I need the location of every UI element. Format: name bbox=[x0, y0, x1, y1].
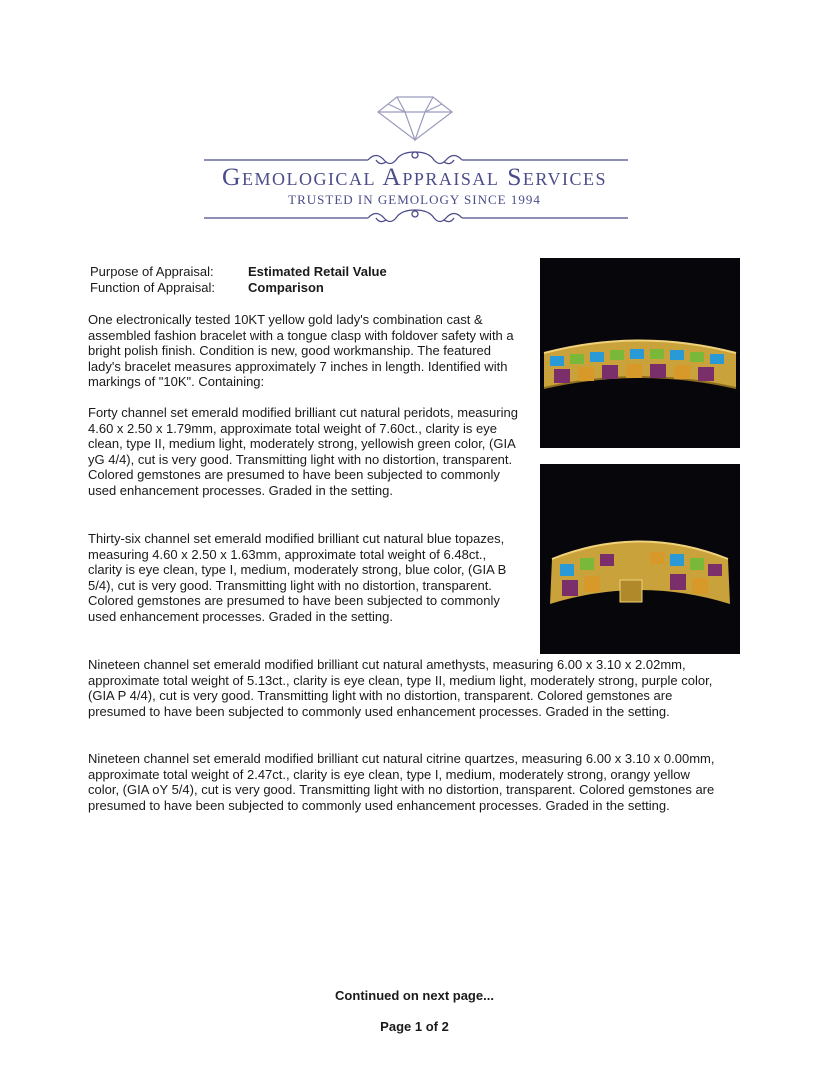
citrine-description: Nineteen channel set emerald modified brilliant cut natural citrine quartzes, measuring 6.00 x 3.10 x 0.00mm, approximate total weight of 2.47ct., clarity is eye clean, type I, medium, moderately strong, orangy yellow color, (GIA oY 5/4), cut is very good. Transmitting light with no distortion, transparent. Colored gemstones are presumed to have been subjected to commonly used enhancement processes. Graded in the setting. bbox=[88, 751, 715, 813]
item-description: One electronically tested 10KT yellow gold lady's combination cast & assembled fashion bracelet with a tongue clasp with foldover safety with a bright polish finish. Condition is new, good workmanship. The featured lady's bracelet measures approximately 7 inches in length. Identified with markings of "10K". Containing: bbox=[88, 312, 514, 390]
company-name: Gemological Appraisal Services bbox=[222, 162, 607, 191]
bottom-ornament bbox=[204, 210, 628, 222]
continued-note: Continued on next page... bbox=[335, 988, 494, 1003]
peridot-description: Forty channel set emerald modified brilliant cut natural peridots, measuring 4.60 x 2.50 x 1.79mm, approximate total weight of 7.60ct., clarity is eye clean, type II, medium light, moderately strong, yellowish green color, (GIA yG 4/4), cut is very good. Transmitting light with no distortion, transparent. Colored gemstones are presumed to have been subjected to commonly used enhancement processes. Graded in the setting. bbox=[88, 405, 518, 498]
purpose-value: Estimated Retail Value bbox=[248, 264, 387, 279]
bracelet-photo-top bbox=[540, 258, 740, 448]
letterhead bbox=[0, 0, 829, 240]
bracelet-photo-bottom bbox=[540, 464, 740, 654]
diamond-icon bbox=[378, 97, 452, 140]
purpose-label: Purpose of Appraisal: bbox=[90, 264, 214, 279]
amethyst-description: Nineteen channel set emerald modified brilliant cut natural amethysts, measuring 6.00 x 3.10 x 2.02mm, approximate total weight of 5.13ct., clarity is eye clean, type II, medium light, moderately strong, purple color, (GIA P 4/4), cut is very good. Transmitting light with no distortion, transparent. Colored gemstones are presumed to have been subjected to commonly used enhancement processes. Graded in the setting. bbox=[88, 657, 713, 719]
blue-topaz-description: Thirty-six channel set emerald modified brilliant cut natural blue topazes, measuring 4.60 x 2.50 x 1.63mm, approximate total weight of 6.48ct., clarity is eye clean, type I, medium, moderately strong, blue color, (GIA B 5/4), cut is very good. Transmitting light with no distortion, transparent. Colored gemstones are presumed to have been subjected to commonly used enhancement processes. Graded in the setting. bbox=[88, 531, 507, 624]
page-number: Page 1 of 2 bbox=[380, 1019, 449, 1034]
function-value: Comparison bbox=[248, 279, 324, 295]
company-tagline: TRUSTED IN GEMOLOGY SINCE 1994 bbox=[288, 192, 541, 207]
appraisal-meta bbox=[90, 264, 387, 295]
function-label: Function of Appraisal: bbox=[90, 279, 216, 295]
